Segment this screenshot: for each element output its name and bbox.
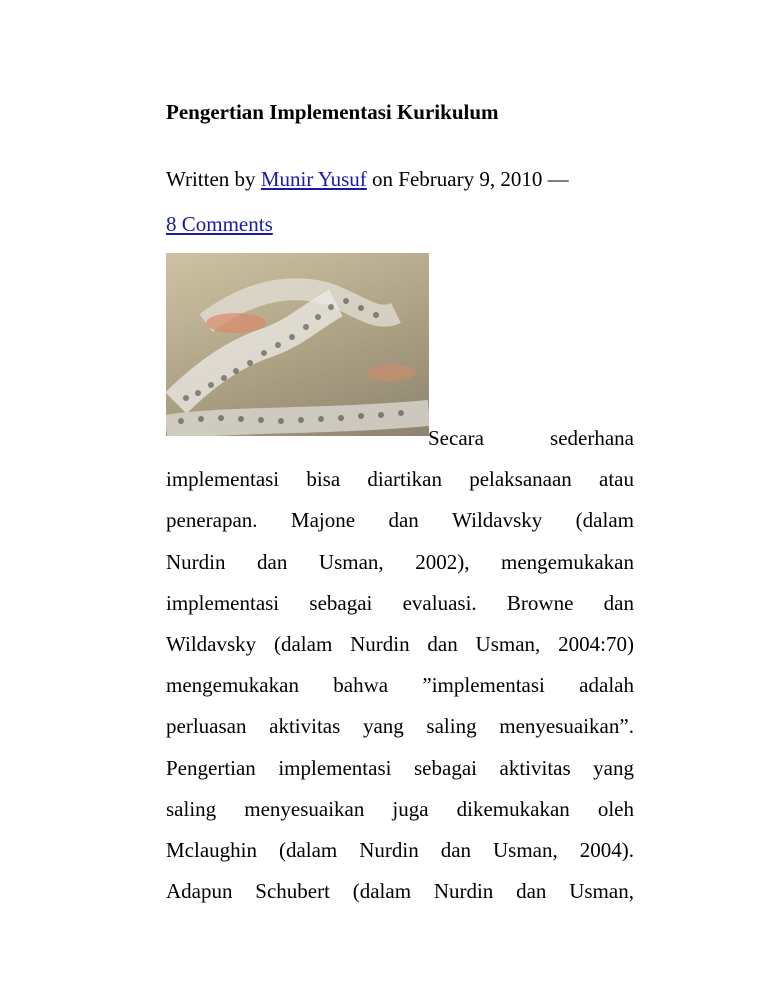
- body-word: dan: [516, 879, 547, 904]
- body-word: saling: [166, 796, 217, 821]
- body-word: 2002),: [415, 549, 470, 574]
- body-first-line: [166, 418, 634, 459]
- body-word: Adapun: [166, 879, 233, 904]
- body-line: [166, 871, 634, 912]
- body-word: Usman,: [569, 879, 634, 904]
- body-line: [166, 542, 634, 583]
- body-line: [166, 583, 634, 624]
- body-word: (dalam: [352, 879, 412, 904]
- article-body: [166, 418, 634, 912]
- body-word: Nurdin: [433, 879, 494, 904]
- body-word: Usman,: [318, 549, 384, 574]
- body-word: Usman,: [493, 838, 558, 863]
- body-line: [166, 748, 634, 789]
- body-word: Wildavsky: [452, 508, 543, 533]
- body-word: dan: [440, 838, 472, 863]
- body-word: Usman,: [475, 632, 541, 657]
- body-line: [166, 830, 634, 871]
- article-photo: [166, 253, 429, 436]
- body-word: Nurdin: [166, 549, 226, 574]
- body-word: aktivitas: [499, 755, 571, 780]
- article-title: Pengertian Implementasi Kurikulum: [166, 100, 499, 124]
- body-word: dan: [427, 632, 458, 657]
- body-word: pelaksanaan: [469, 467, 572, 492]
- body-word: (dalam: [273, 632, 333, 657]
- body-word: (dalam: [575, 508, 634, 533]
- body-word: yang: [362, 714, 404, 739]
- body-word: Nurdin: [359, 838, 419, 863]
- body-word: bisa: [306, 467, 341, 492]
- body-word: diartikan: [367, 467, 442, 492]
- body-word: Majone: [290, 508, 356, 533]
- body-word: dan: [257, 549, 288, 574]
- body-word: menyesuaikan: [244, 796, 365, 821]
- body-line: [166, 624, 634, 665]
- body-word: menyesuaikan”.: [499, 714, 634, 739]
- body-word: implementasi: [166, 467, 280, 492]
- body-word: yang: [593, 755, 634, 780]
- body-word: juga: [392, 796, 429, 821]
- body-word: Pengertian: [166, 755, 256, 780]
- body-word: 2004).: [579, 838, 634, 863]
- body-word: evaluasi.: [402, 590, 477, 615]
- body-word: dikemukakan: [456, 796, 570, 821]
- body-line: [166, 500, 634, 541]
- byline-date: on February 9, 2010 —: [372, 167, 569, 191]
- body-word: dan: [388, 508, 419, 533]
- body-word: atau: [599, 467, 634, 492]
- body-word: perluasan: [166, 714, 247, 739]
- body-word: bahwa: [333, 673, 389, 698]
- body-word: penerapan.: [166, 508, 258, 533]
- body-word: sederhana: [550, 426, 634, 450]
- body-line: [166, 789, 634, 830]
- author-link[interactable]: Munir Yusuf: [260, 167, 367, 191]
- group-photo-icon: [166, 253, 429, 436]
- body-word: (dalam: [278, 838, 338, 863]
- body-word: oleh: [597, 796, 634, 821]
- body-word: mengemukakan: [166, 673, 299, 698]
- body-word: Schubert: [255, 879, 330, 904]
- article-byline: [166, 157, 636, 247]
- body-word: adalah: [579, 673, 634, 698]
- body-word: saling: [426, 714, 477, 739]
- body-line: [166, 459, 634, 500]
- body-word: Browne: [506, 590, 574, 615]
- body-word: Wildavsky: [166, 632, 257, 657]
- body-word: Mclaughin: [166, 838, 257, 863]
- body-word: implementasi: [278, 755, 392, 780]
- body-line: [166, 665, 634, 706]
- body-word: ”implementasi: [422, 673, 545, 698]
- body-word: 2004:70): [558, 632, 634, 657]
- body-word: mengemukakan: [501, 549, 634, 574]
- body-word: sebagai: [414, 755, 477, 780]
- byline-prefix: Written by: [166, 167, 256, 191]
- body-line: [166, 706, 634, 747]
- body-word: dan: [603, 590, 634, 615]
- body-word: aktivitas: [269, 714, 341, 739]
- body-word: Nurdin: [350, 632, 410, 657]
- comments-link[interactable]: 8 Comments: [166, 212, 273, 236]
- body-word: implementasi: [166, 590, 280, 615]
- body-word: sebagai: [309, 590, 373, 615]
- body-word: Secara: [428, 426, 484, 450]
